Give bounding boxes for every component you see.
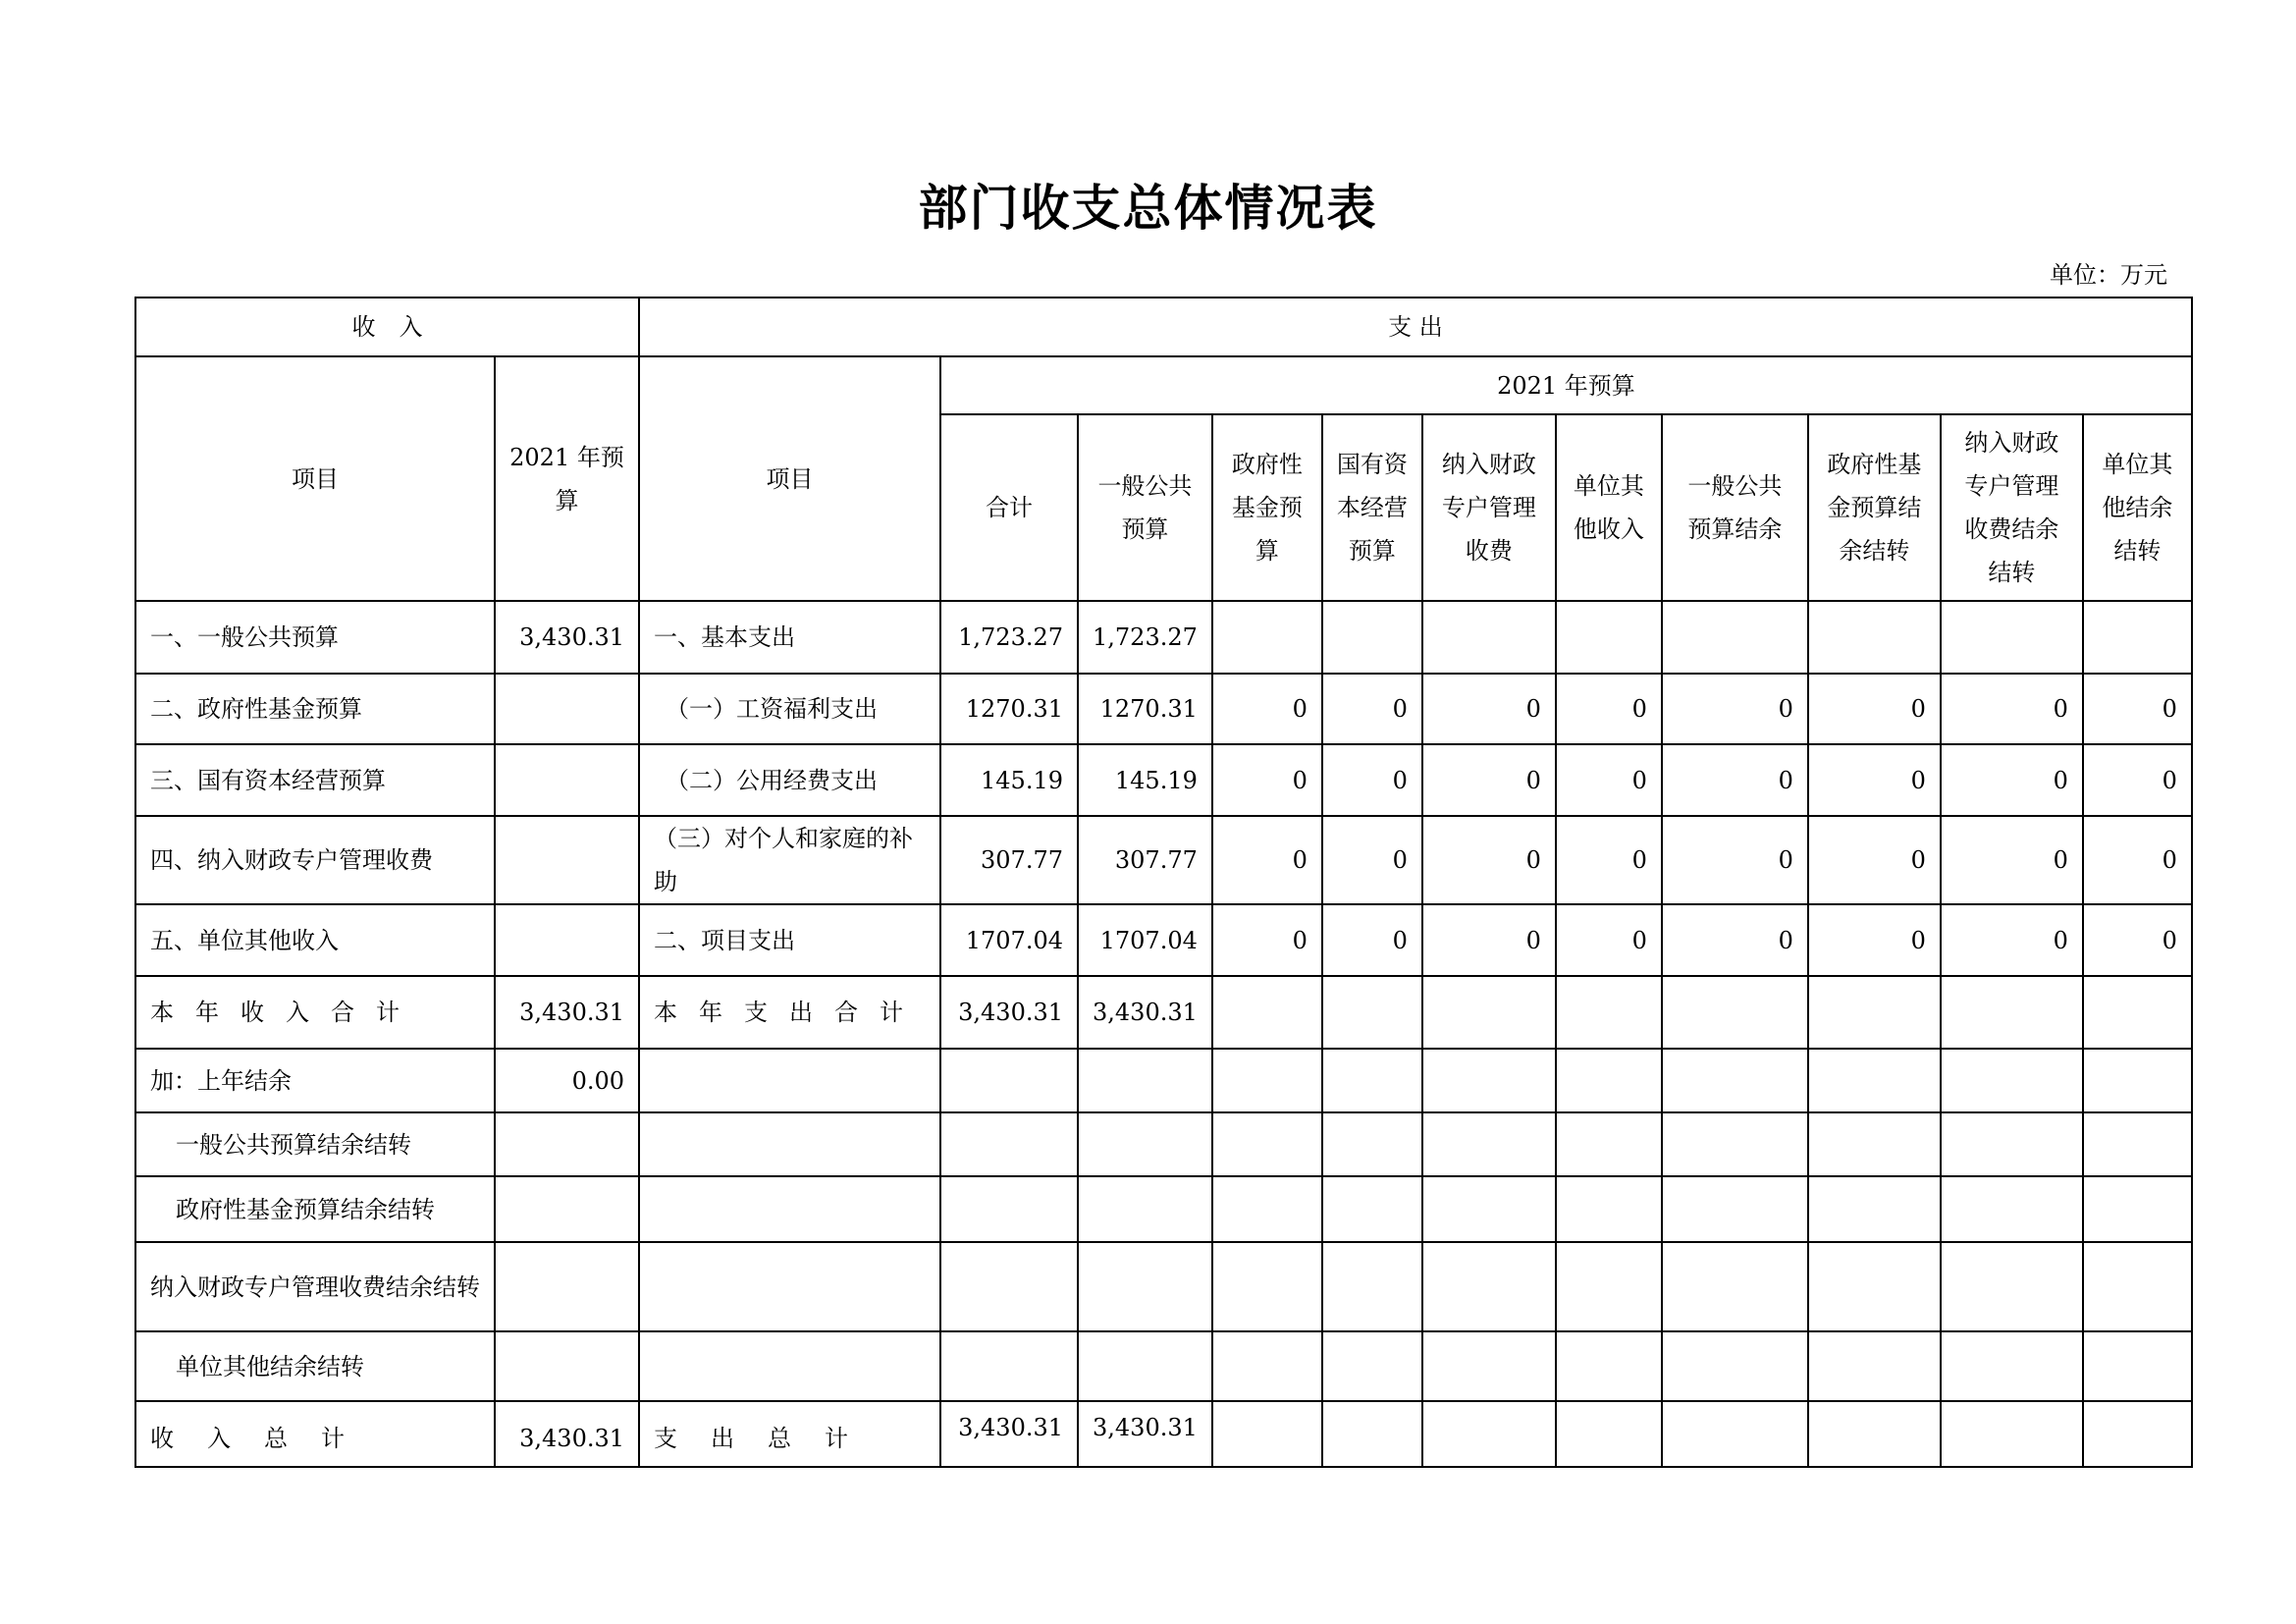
- value-cell: 0: [1322, 816, 1422, 904]
- value-cell: [1078, 1049, 1212, 1112]
- expense-item: （二）公用经费支出: [639, 744, 940, 816]
- value-cell: [1662, 1176, 1808, 1242]
- table-row: [135, 1049, 2192, 1112]
- value-cell: 1,723.27: [940, 601, 1078, 674]
- value-cell: [1322, 1331, 1422, 1401]
- value-cell: [1422, 1112, 1556, 1176]
- value-cell: [1941, 976, 2083, 1049]
- value-cell: [1941, 1112, 2083, 1176]
- value-cell: 0: [1556, 744, 1662, 816]
- value-cell: [2083, 1176, 2192, 1242]
- value-cell: 307.77: [940, 816, 1078, 904]
- value-cell: [1322, 1112, 1422, 1176]
- income-value: [495, 674, 639, 744]
- value-cell: 0: [1322, 674, 1422, 744]
- page-title: 部门收支总体情况表: [918, 180, 1378, 237]
- value-cell: 0: [1422, 674, 1556, 744]
- value-cell: 3,430.31: [1078, 976, 1212, 1049]
- value-cell: [1322, 976, 1422, 1049]
- col-header-special-fee-balance: 纳入财政专户管理收费结余结转: [1941, 414, 2083, 601]
- expense-item: 二、项目支出: [639, 904, 940, 976]
- value-cell: [1322, 1049, 1422, 1112]
- value-cell: [1422, 601, 1556, 674]
- value-cell: [1078, 1112, 1212, 1176]
- col-header-total: 合计: [940, 414, 1078, 601]
- value-cell: [1556, 1331, 1662, 1401]
- value-cell: [1422, 1331, 1556, 1401]
- value-cell: [1322, 1242, 1422, 1331]
- expense-item: [639, 1176, 940, 1242]
- value-cell: [1212, 1176, 1322, 1242]
- value-cell: 0: [2083, 816, 2192, 904]
- value-cell: [1808, 1401, 1941, 1467]
- value-cell: 0: [1556, 904, 1662, 976]
- table-row: [135, 1176, 2192, 1242]
- value-cell: [1662, 976, 1808, 1049]
- value-cell: 0: [1322, 744, 1422, 816]
- value-cell: 0: [1322, 904, 1422, 976]
- value-cell: [1212, 601, 1322, 674]
- value-cell: [1078, 1331, 1212, 1401]
- value-cell: [1808, 601, 1941, 674]
- expense-item: 本年支出合计: [639, 976, 940, 1049]
- income-value: [495, 1331, 639, 1401]
- table-row: [135, 601, 2192, 674]
- value-cell: 0: [1212, 744, 1322, 816]
- table-row: [135, 1331, 2192, 1401]
- value-cell: 0: [1941, 904, 2083, 976]
- value-cell: [1808, 1112, 1941, 1176]
- value-cell: [1808, 1242, 1941, 1331]
- value-cell: [1212, 1242, 1322, 1331]
- expense-item-header: 项目: [639, 356, 940, 601]
- value-cell: 0: [1556, 674, 1662, 744]
- value-cell: [1322, 1401, 1422, 1467]
- expense-item: [639, 1242, 940, 1331]
- value-cell: 0: [2083, 744, 2192, 816]
- value-cell: [1422, 1401, 1556, 1467]
- value-cell: [940, 1112, 1078, 1176]
- value-cell: [1078, 1242, 1212, 1331]
- value-cell: [1556, 1112, 1662, 1176]
- value-cell: [1556, 1242, 1662, 1331]
- value-cell: [2083, 1112, 2192, 1176]
- income-item: 五、单位其他收入: [135, 904, 495, 976]
- income-item: 三、国有资本经营预算: [135, 744, 495, 816]
- value-cell: 1707.04: [940, 904, 1078, 976]
- value-cell: [1422, 1176, 1556, 1242]
- value-cell: [1662, 1242, 1808, 1331]
- table-row: [135, 744, 2192, 816]
- value-cell: 0: [1941, 674, 2083, 744]
- income-item: 纳入财政专户管理收费结余结转: [135, 1242, 495, 1331]
- value-cell: 0: [2083, 674, 2192, 744]
- income-item: 一般公共预算结余结转: [135, 1112, 495, 1176]
- table-row: [135, 816, 2192, 904]
- col-header-special-fee: 纳入财政专户管理收费: [1422, 414, 1556, 601]
- table-row: [135, 674, 2192, 744]
- value-cell: [1808, 1049, 1941, 1112]
- value-cell: [1556, 1049, 1662, 1112]
- income-item-header: 项目: [135, 356, 495, 601]
- unit-label: 单位：万元: [2050, 261, 2167, 289]
- expense-item: （一）工资福利支出: [639, 674, 940, 744]
- income-value: [495, 1112, 639, 1176]
- value-cell: 0: [1941, 744, 2083, 816]
- value-cell: 0: [1662, 816, 1808, 904]
- value-cell: 0: [1662, 744, 1808, 816]
- table-row: [135, 1401, 2192, 1467]
- value-cell: 0: [1808, 816, 1941, 904]
- col-header-general: 一般公共预算: [1078, 414, 1212, 601]
- expense-item: 一、基本支出: [639, 601, 940, 674]
- expense-header: 支 出: [639, 298, 2192, 356]
- value-cell: [1941, 1331, 2083, 1401]
- budget-table: [134, 297, 2193, 1468]
- value-cell: 1707.04: [1078, 904, 1212, 976]
- value-cell: [1808, 976, 1941, 1049]
- income-item: 二、政府性基金预算: [135, 674, 495, 744]
- value-cell: [1808, 1331, 1941, 1401]
- value-cell: [1212, 1401, 1322, 1467]
- value-cell: 145.19: [1078, 744, 1212, 816]
- value-cell: 0: [1808, 744, 1941, 816]
- value-cell: [2083, 1049, 2192, 1112]
- value-cell: 0: [1941, 816, 2083, 904]
- income-item: 收入总计: [135, 1401, 495, 1467]
- value-cell: [940, 1242, 1078, 1331]
- value-cell: 0: [1808, 904, 1941, 976]
- income-item: 政府性基金预算结余结转: [135, 1176, 495, 1242]
- value-cell: 0: [1422, 816, 1556, 904]
- value-cell: [1941, 601, 2083, 674]
- income-value: [495, 816, 639, 904]
- table-row: [135, 1242, 2192, 1331]
- table-row: [135, 904, 2192, 976]
- value-cell: [1556, 976, 1662, 1049]
- income-item: 四、纳入财政专户管理收费: [135, 816, 495, 904]
- value-cell: [1322, 1176, 1422, 1242]
- value-cell: 307.77: [1078, 816, 1212, 904]
- value-cell: 145.19: [940, 744, 1078, 816]
- col-header-fund-balance: 政府性基金预算结余结转: [1808, 414, 1941, 601]
- budget-year-header: 2021 年预算: [940, 356, 2192, 414]
- income-value: 0.00: [495, 1049, 639, 1112]
- value-cell: [2083, 1331, 2192, 1401]
- value-cell: [1662, 601, 1808, 674]
- value-cell: [1662, 1401, 1808, 1467]
- value-cell: [1662, 1049, 1808, 1112]
- value-cell: [1212, 1112, 1322, 1176]
- value-cell: [1941, 1242, 2083, 1331]
- value-cell: [1662, 1112, 1808, 1176]
- value-cell: [1322, 601, 1422, 674]
- value-cell: [1556, 1176, 1662, 1242]
- value-cell: 3,430.31: [940, 976, 1078, 1049]
- value-cell: [940, 1331, 1078, 1401]
- expense-item: [639, 1049, 940, 1112]
- income-value: [495, 1242, 639, 1331]
- value-cell: [2083, 1242, 2192, 1331]
- value-cell: [1808, 1176, 1941, 1242]
- income-value: 3,430.31: [495, 601, 639, 674]
- value-cell: 0: [1212, 816, 1322, 904]
- table-row: [135, 976, 2192, 1049]
- income-item: 本年收入合计: [135, 976, 495, 1049]
- value-cell: 0: [1662, 904, 1808, 976]
- value-cell: 0: [1422, 904, 1556, 976]
- value-cell: 0: [1662, 674, 1808, 744]
- value-cell: [2083, 601, 2192, 674]
- value-cell: [2083, 976, 2192, 1049]
- value-cell: [1941, 1401, 2083, 1467]
- value-cell: 3,430.31: [940, 1401, 1078, 1467]
- value-cell: [1556, 601, 1662, 674]
- value-cell: [1941, 1049, 2083, 1112]
- value-cell: [1212, 1049, 1322, 1112]
- income-item: 一、一般公共预算: [135, 601, 495, 674]
- col-header-unit-other: 单位其他收入: [1556, 414, 1662, 601]
- value-cell: [1662, 1331, 1808, 1401]
- value-cell: [1078, 1176, 1212, 1242]
- value-cell: 0: [1422, 744, 1556, 816]
- value-cell: 0: [2083, 904, 2192, 976]
- value-cell: 3,430.31: [1078, 1401, 1212, 1467]
- income-value: 3,430.31: [495, 976, 639, 1049]
- value-cell: [940, 1176, 1078, 1242]
- value-cell: [1556, 1401, 1662, 1467]
- income-item: 单位其他结余结转: [135, 1331, 495, 1401]
- col-header-fund: 政府性基金预算: [1212, 414, 1322, 601]
- expense-item: 支出总计: [639, 1401, 940, 1467]
- value-cell: [1941, 1176, 2083, 1242]
- value-cell: 0: [1808, 674, 1941, 744]
- income-budget-header: 2021 年预算: [495, 356, 639, 601]
- value-cell: [1422, 1242, 1556, 1331]
- income-item: 加：上年结余: [135, 1049, 495, 1112]
- income-header: 收 入: [135, 298, 639, 356]
- expense-item: （三）对个人和家庭的补助: [639, 816, 940, 904]
- value-cell: [1422, 976, 1556, 1049]
- col-header-general-balance: 一般公共预算结余: [1662, 414, 1808, 601]
- value-cell: [1212, 976, 1322, 1049]
- value-cell: [940, 1049, 1078, 1112]
- income-value: [495, 1176, 639, 1242]
- income-value: [495, 744, 639, 816]
- value-cell: [1422, 1049, 1556, 1112]
- value-cell: 1,723.27: [1078, 601, 1212, 674]
- value-cell: 0: [1212, 904, 1322, 976]
- col-header-unit-other-balance: 单位其他结余结转: [2083, 414, 2192, 601]
- table-row: [135, 1112, 2192, 1176]
- expense-item: [639, 1331, 940, 1401]
- income-value: [495, 904, 639, 976]
- col-header-state-capital: 国有资本经营预算: [1322, 414, 1422, 601]
- value-cell: [1212, 1331, 1322, 1401]
- value-cell: 0: [1212, 674, 1322, 744]
- value-cell: 1270.31: [1078, 674, 1212, 744]
- value-cell: 0: [1556, 816, 1662, 904]
- income-value: 3,430.31: [495, 1401, 639, 1467]
- value-cell: [2083, 1401, 2192, 1467]
- value-cell: 1270.31: [940, 674, 1078, 744]
- expense-item: [639, 1112, 940, 1176]
